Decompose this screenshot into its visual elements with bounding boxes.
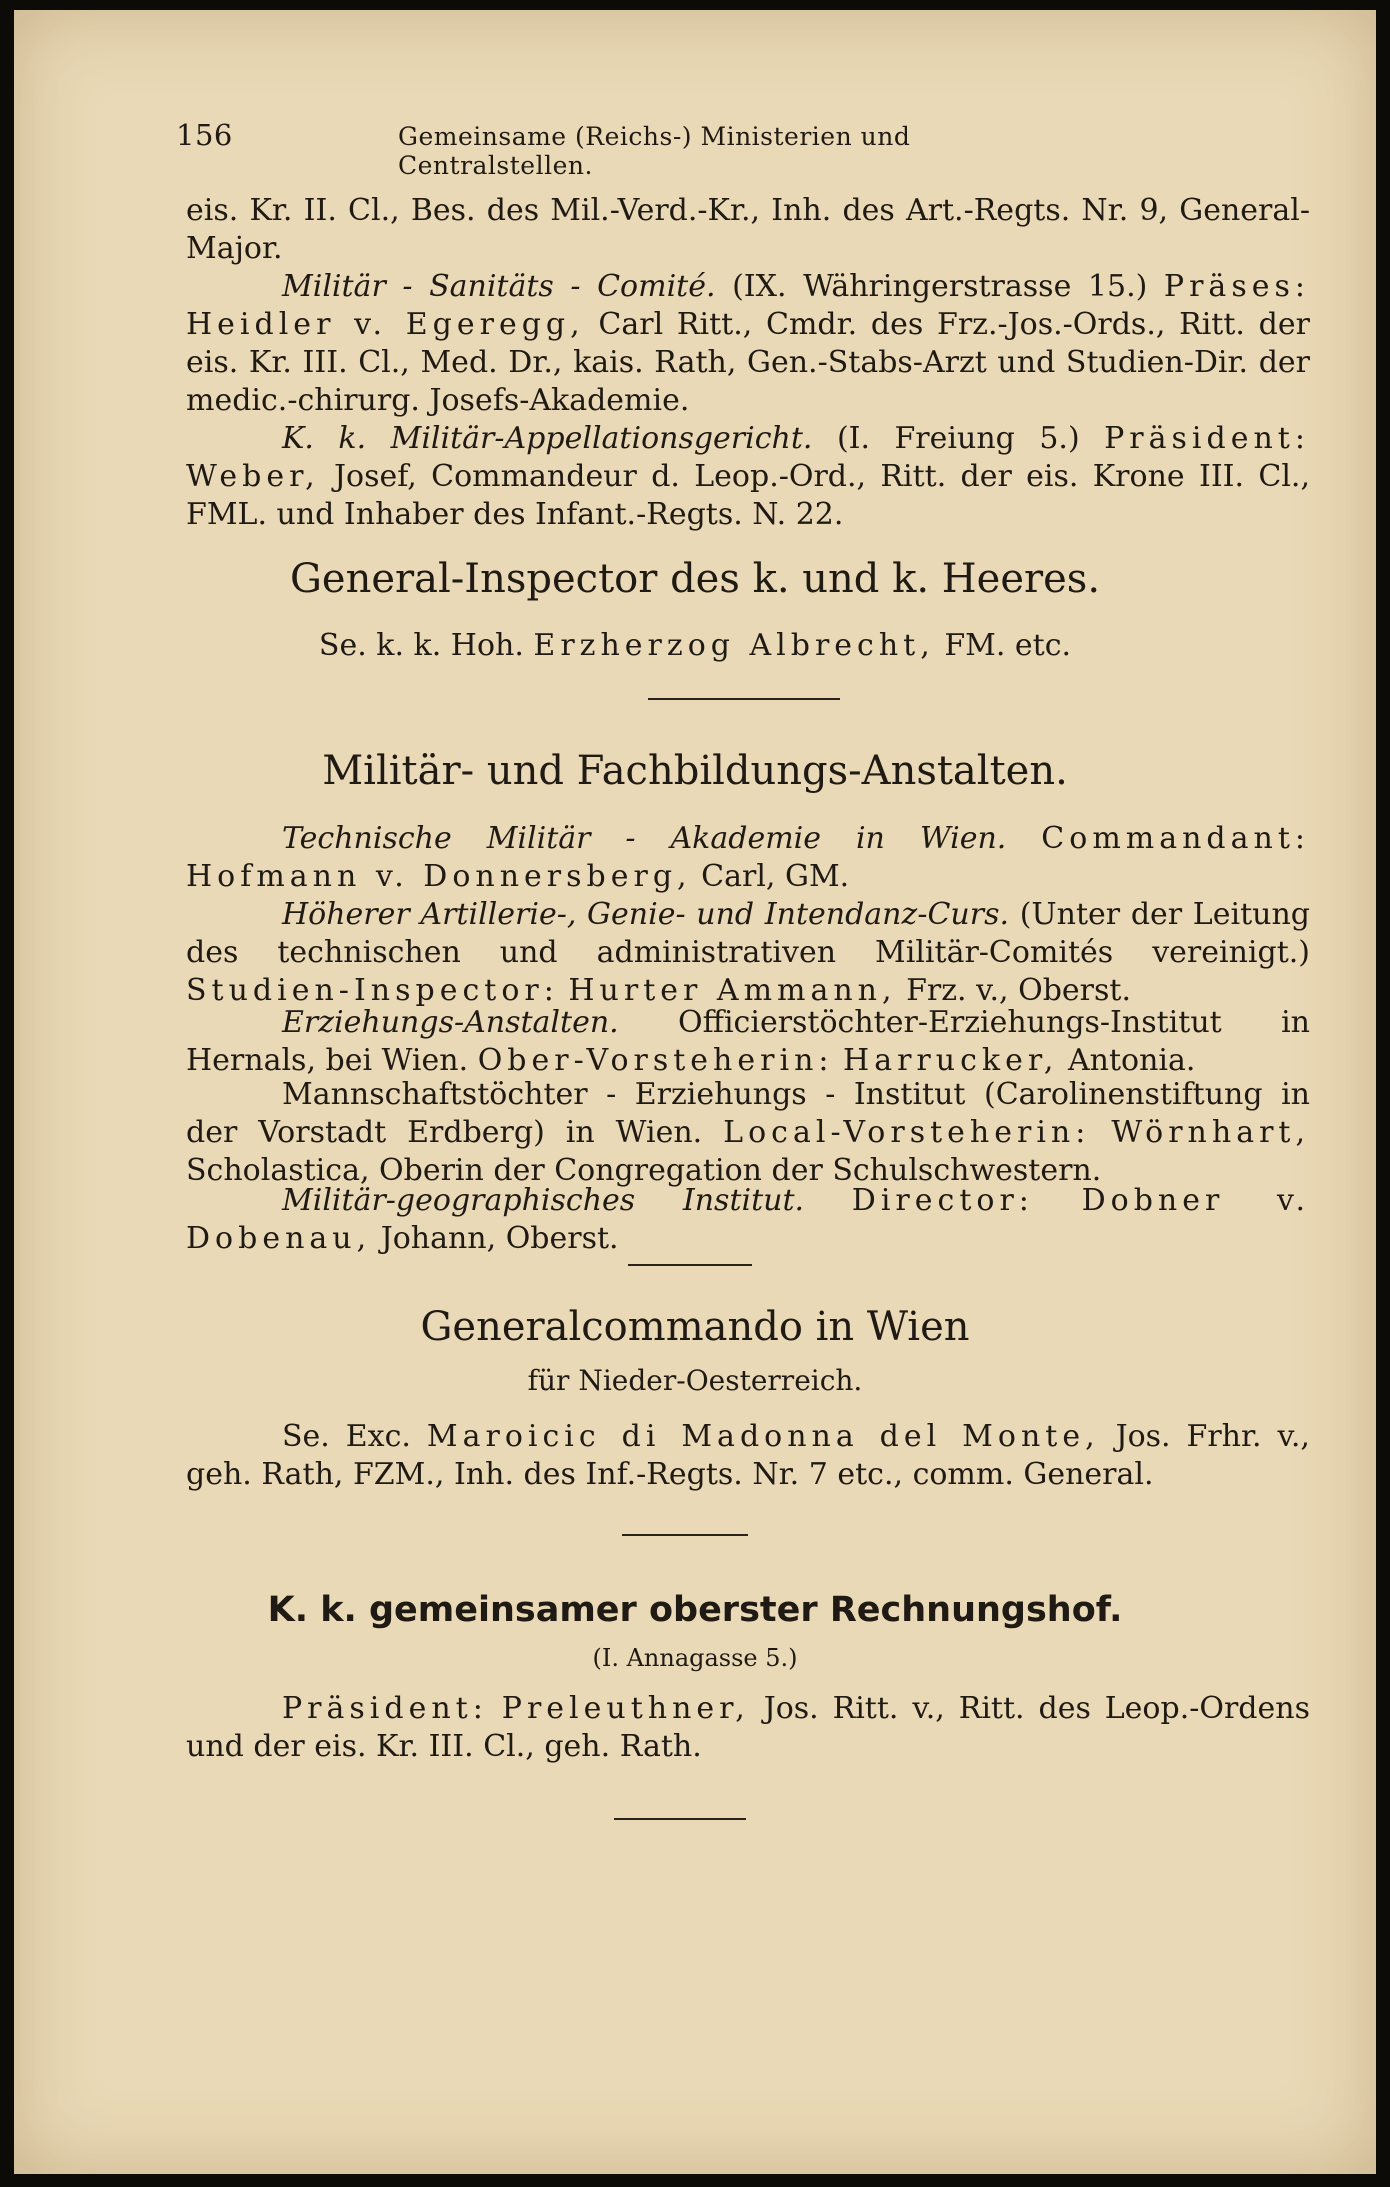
appellation-role: Präsident: — [1104, 421, 1310, 456]
curs-role: Studien-Inspector: — [186, 973, 559, 1008]
erziehung-role: Ober-Vorsteherin: — [477, 1043, 834, 1078]
appellation-title: K. k. Militär-Appellationsgericht. — [282, 421, 813, 456]
mannschaft-name: Wörnhart, — [1111, 1115, 1311, 1150]
curs-text: (Unter der Leitung des technischen und administrativen Militär-Comités vereinigt.) — [186, 897, 1310, 970]
rechnungshof-address: (I. Annagasse 5.) — [592, 1644, 798, 1672]
curs-name: Hurter Ammann, — [568, 973, 897, 1008]
divider-rule — [628, 1264, 752, 1266]
rechnungshof-heading: K. k. gemeinsamer oberster Rechnungshof. — [267, 1590, 1123, 1630]
rechnungshof-text: Jos. Ritt. v., Ritt. des Leop.-Ordens und der eis. Kr. III. Cl., geh. Rath. — [186, 1691, 1310, 1764]
sanitaet-title: Militär - Sanitäts - Comité. — [282, 269, 716, 304]
sanitaet-name: Heidler v. Egeregg, — [186, 307, 585, 342]
appellation-name: Weber, — [186, 459, 320, 494]
intro-paragraph — [186, 192, 1310, 268]
akademie-text: Carl, GM. — [701, 859, 850, 894]
appellation-text: Josef, Commandeur d. Leop.-Ord., Ritt. der eis. Krone III. Cl., FML. und Inhaber des Infant.-Regts. N. 22. — [186, 459, 1310, 532]
akademie-title: Technische Militär - Akademie in Wien. — [282, 821, 1007, 856]
rechnungshof-paragraph — [186, 1690, 1310, 1766]
erziehung-paragraph — [186, 1004, 1310, 1080]
mannschaft-suffix: Scholastica, Oberin der Congregation der Schulschwestern. — [186, 1153, 1102, 1188]
general-inspector-suffix: FM. etc. — [944, 628, 1072, 663]
generalcommando-subheading: für Nieder-Oesterreich. — [527, 1364, 863, 1397]
akademie-role: Commandant: — [1041, 821, 1310, 856]
generalcommando-prefix: Se. Exc. — [282, 1419, 411, 1454]
erziehung-suffix: Antonia. — [1067, 1043, 1196, 1078]
generalcommando-text: Jos. Frhr. v., geh. Rath, FZM., Inh. des Inf.-Regts. Nr. 7 etc., comm. General. — [186, 1419, 1310, 1492]
mannschaft-role: Local-Vorsteherin: — [723, 1115, 1091, 1150]
geo-role: Director: — [851, 1183, 1034, 1218]
general-inspector-name: Erzherzog Albrecht, — [533, 628, 935, 663]
general-inspector-prefix: Se. k. k. Hoh. — [318, 628, 524, 663]
curs-paragraph — [186, 896, 1310, 1010]
mannschaft-paragraph — [186, 1076, 1310, 1190]
appellation-paragraph — [186, 420, 1310, 534]
generalcommando-paragraph — [186, 1418, 1310, 1494]
geo-suffix: Johann, Oberst. — [380, 1221, 619, 1256]
fachbildung-heading: Militär- und Fachbildungs-Anstalten. — [322, 748, 1068, 794]
rechnungshof-name: Preleuthner, — [501, 1691, 750, 1726]
rechnungshof-role: Präsident: — [282, 1691, 488, 1726]
appellation-address: (I. Freiung 5.) — [836, 421, 1080, 456]
sanitaet-address: (IX. Währingerstrasse 15.) — [732, 269, 1148, 304]
divider-rule — [622, 1534, 748, 1536]
page-header — [176, 118, 1096, 180]
mannschaft-text: Mannschaftstöchter - Erziehungs - Institut (Carolinenstiftung in der Vorstadt Erdberg) in Wien. — [186, 1077, 1310, 1150]
general-inspector-line — [0, 628, 1390, 663]
erziehung-title: Erziehungs-Anstalten. — [282, 1005, 619, 1040]
intro-text: eis. Kr. II. Cl., Bes. des Mil.-Verd.-Kr., Inh. des Art.-Regts. Nr. 9, General-Major. — [186, 193, 1310, 266]
curs-suffix: Frz. v., Oberst. — [906, 973, 1131, 1008]
akademie-paragraph — [186, 820, 1310, 896]
sanitaet-paragraph — [186, 268, 1310, 420]
geo-paragraph — [186, 1182, 1310, 1258]
geo-name: Dobner v. Dobenau, — [186, 1183, 1310, 1256]
sanitaet-text: Carl Ritt., Cmdr. des Frz.-Jos.-Ords., Ritt. der eis. Kr. III. Cl., Med. Dr., kais. Rath, Gen.-Stabs-Arzt und Studien-Dir. der medic.-chirurg. Josefs-Akademie. — [186, 307, 1310, 418]
geo-title: Militär-geographisches Institut. — [282, 1183, 805, 1218]
erziehung-name: Harrucker, — [843, 1043, 1059, 1078]
page-number: 156 — [176, 118, 233, 152]
general-inspector-heading: General-Inspector des k. und k. Heeres. — [289, 556, 1101, 602]
generalcommando-name: Maroicic di Madonna del Monte, — [426, 1419, 1100, 1454]
erziehung-text: Officierstöchter-Erziehungs-Institut in Hernals, bei Wien. — [186, 1005, 1310, 1078]
generalcommando-heading: Generalcommando in Wien — [420, 1304, 970, 1350]
akademie-name: Hofmann v. Donnersberg, — [186, 859, 692, 894]
curs-title: Höherer Artillerie-, Genie- und Intendanz-Curs. — [282, 897, 1009, 932]
divider-rule — [648, 698, 840, 700]
divider-rule — [614, 1818, 746, 1820]
running-title: Gemeinsame (Reichs-) Ministerien und Centralstellen. — [398, 122, 911, 180]
sanitaet-role: Präses: — [1163, 269, 1310, 304]
